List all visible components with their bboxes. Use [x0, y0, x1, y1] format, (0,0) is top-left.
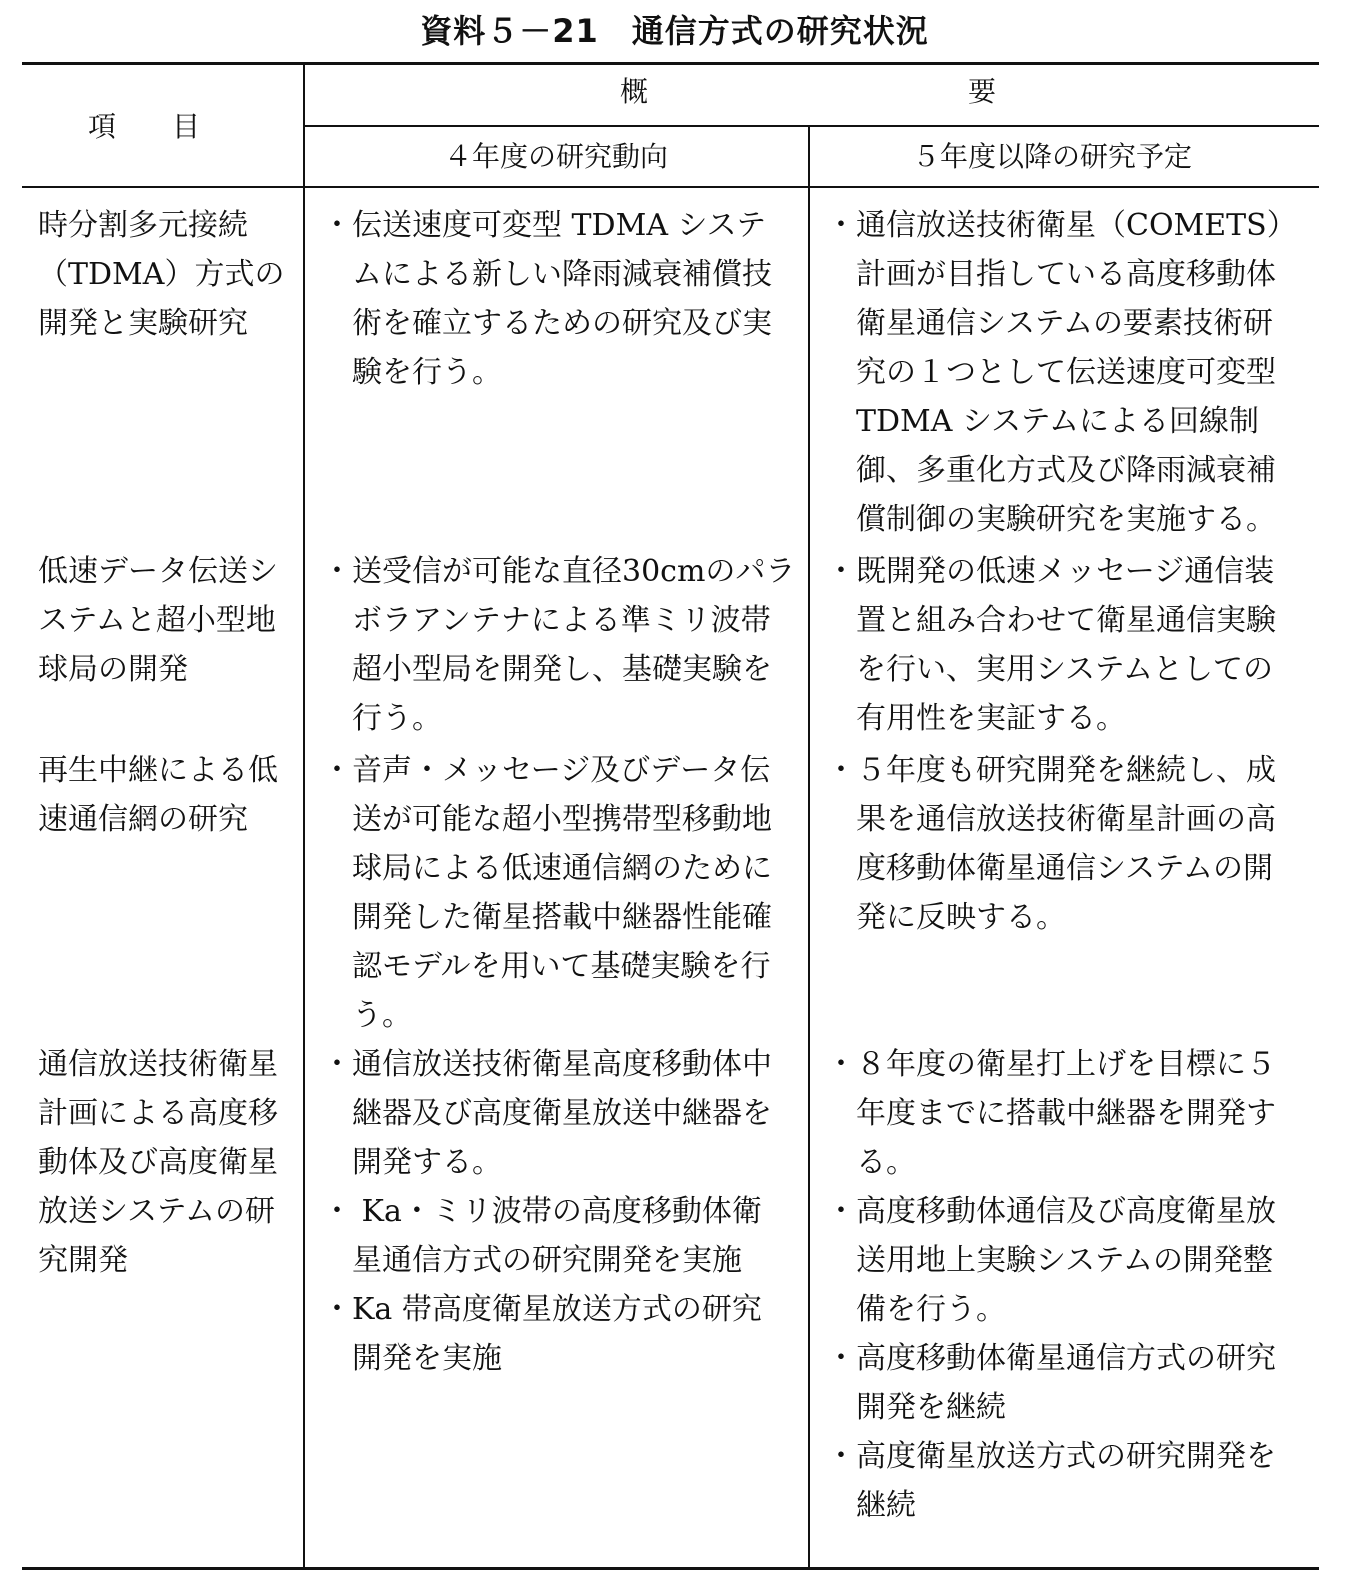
header-bottom-rule	[22, 186, 1319, 188]
row1-year4-cell	[322, 201, 802, 397]
row2-year4-line: 超小型局を開発し、基礎実験を	[322, 652, 772, 687]
row4-year4-cell	[322, 1040, 802, 1383]
row4-year4-line: ・通信放送技術衛星高度移動体中	[322, 1047, 772, 1082]
row1-year5-line: 衛星通信システムの要素技術研	[826, 306, 1273, 341]
row4-item-line: 通信放送技術衛星	[38, 1047, 278, 1082]
row4-year5-line: ・高度移動体通信及び高度衛星放	[826, 1194, 1276, 1229]
header-overview-left: 概	[620, 75, 649, 108]
row4-year4-line: 継器及び高度衛星放送中継器を	[322, 1096, 772, 1131]
row4-year5-line: 年度までに搭載中継器を開発す	[826, 1096, 1276, 1131]
row1-item-line: 開発と実験研究	[38, 306, 248, 341]
row1-item-line: （TDMA）方式の	[38, 257, 285, 292]
row4-year4-line: 星通信方式の研究開発を実施	[322, 1243, 742, 1278]
row2-year4-line: ボラアンテナによる準ミリ波帯	[322, 603, 771, 638]
row1-year5-line: 償制御の実験研究を実施する。	[826, 502, 1276, 537]
row2-year5-line: 置と組み合わせて衛星通信実験	[826, 603, 1276, 638]
row2-item-line: 球局の開発	[38, 652, 188, 687]
row3-year5-line: 発に反映する。	[826, 900, 1066, 935]
row4-year5-line: ・高度衛星放送方式の研究開発を	[826, 1439, 1276, 1474]
row3-year5-line: 果を通信放送技術衛星計画の高	[826, 802, 1276, 837]
row2-year5-line: ・既開発の低速メッセージ通信装	[826, 554, 1275, 589]
row4-year4-line: ・Ka 帯高度衛星放送方式の研究	[322, 1292, 762, 1327]
row4-item-line: 計画による高度移	[38, 1096, 278, 1131]
row4-year5-line: 送用地上実験システムの開発整	[826, 1243, 1273, 1278]
row4-year5-line: ・高度移動体衛星通信方式の研究	[826, 1341, 1276, 1376]
row2-year4-line: ・送受信が可能な直径30cmのパラ	[322, 554, 796, 589]
row4-year5-line: る。	[826, 1145, 916, 1180]
row1-year5-line: TDMA システムによる回線制	[826, 404, 1259, 439]
row1-item-cell	[38, 201, 296, 348]
row3-year5-cell	[826, 746, 1316, 942]
row4-year4-line: ・ Ka・ミリ波帯の高度移動体衛	[322, 1194, 762, 1229]
row3-year4-line: 球局による低速通信網のために	[322, 851, 772, 886]
row2-year5-cell	[826, 547, 1316, 743]
row4-item-line: 究開発	[38, 1243, 128, 1278]
year-column-divider	[808, 125, 810, 1569]
row3-year4-cell	[322, 746, 802, 1040]
row1-year4-line: ・伝送速度可変型 TDMA システ	[322, 208, 767, 243]
row2-item-line: 低速データ伝送シ	[38, 554, 278, 589]
row4-year4-line: 開発する。	[322, 1145, 502, 1180]
row1-year4-line: 験を行う。	[322, 355, 502, 390]
row4-year5-line: 継続	[826, 1488, 916, 1523]
overview-underline	[304, 125, 1319, 127]
row3-year4-line: 送が可能な超小型携帯型移動地	[322, 802, 772, 837]
row4-year5-line: 開発を継続	[826, 1390, 1006, 1425]
header-overview-right: 要	[968, 75, 997, 108]
header-year5: ５年度以降の研究予定	[912, 140, 1193, 173]
row3-year4-line: 開発した衛星搭載中継器性能確	[322, 900, 772, 935]
document-title: 資料５－21 通信方式の研究状況	[420, 12, 929, 50]
row3-year5-line: ・５年度も研究開発を継続し、成	[826, 753, 1276, 788]
row4-item-cell	[38, 1040, 296, 1285]
row2-year5-line: 有用性を実証する。	[826, 701, 1126, 736]
row3-year4-line: ・音声・メッセージ及びデータ伝	[322, 753, 771, 788]
row1-year4-line: 術を確立するための研究及び実	[322, 306, 772, 341]
row4-year5-line: ・８年度の衛星打上げを目標に５	[826, 1047, 1276, 1082]
table-top-rule	[22, 62, 1319, 65]
row3-item-line: 再生中継による低	[38, 753, 278, 788]
row2-year5-line: を行い、実用システムとしての	[826, 652, 1273, 687]
row2-item-cell	[38, 547, 296, 694]
row2-year4-line: 行う。	[322, 701, 442, 736]
row1-year5-cell	[826, 201, 1316, 544]
row3-year4-line: う。	[322, 998, 412, 1033]
row2-year4-cell	[322, 547, 802, 743]
row4-item-line: 放送システムの研	[38, 1194, 275, 1229]
header-year4: ４年度の研究動向	[444, 140, 669, 173]
row1-year5-line: 御、多重化方式及び降雨減衰補	[826, 453, 1276, 488]
row1-year5-line: ・通信放送技術衛星（COMETS）	[826, 208, 1297, 243]
row4-year5-line: 備を行う。	[826, 1292, 1006, 1327]
row1-year5-line: 究の１つとして伝送速度可変型	[826, 355, 1276, 390]
row1-year4-line: ムによる新しい降雨減衰補償技	[322, 257, 772, 292]
table-bottom-rule	[22, 1567, 1319, 1570]
row3-item-line: 速通信網の研究	[38, 802, 248, 837]
row4-year5-cell	[826, 1040, 1316, 1530]
row3-year5-line: 度移動体衛星通信システムの開	[826, 851, 1273, 886]
row1-year5-line: 計画が目指している高度移動体	[826, 257, 1276, 292]
row3-year4-line: 認モデルを用いて基礎実験を行	[322, 949, 771, 984]
header-item: 項 目	[88, 110, 201, 143]
row4-item-line: 動体及び高度衛星	[38, 1145, 278, 1180]
item-column-divider	[303, 62, 305, 1569]
row4-year4-line: 開発を実施	[322, 1341, 502, 1376]
row1-item-line: 時分割多元接続	[38, 208, 248, 243]
row2-item-line: ステムと超小型地	[38, 603, 276, 638]
row3-item-cell	[38, 746, 296, 844]
